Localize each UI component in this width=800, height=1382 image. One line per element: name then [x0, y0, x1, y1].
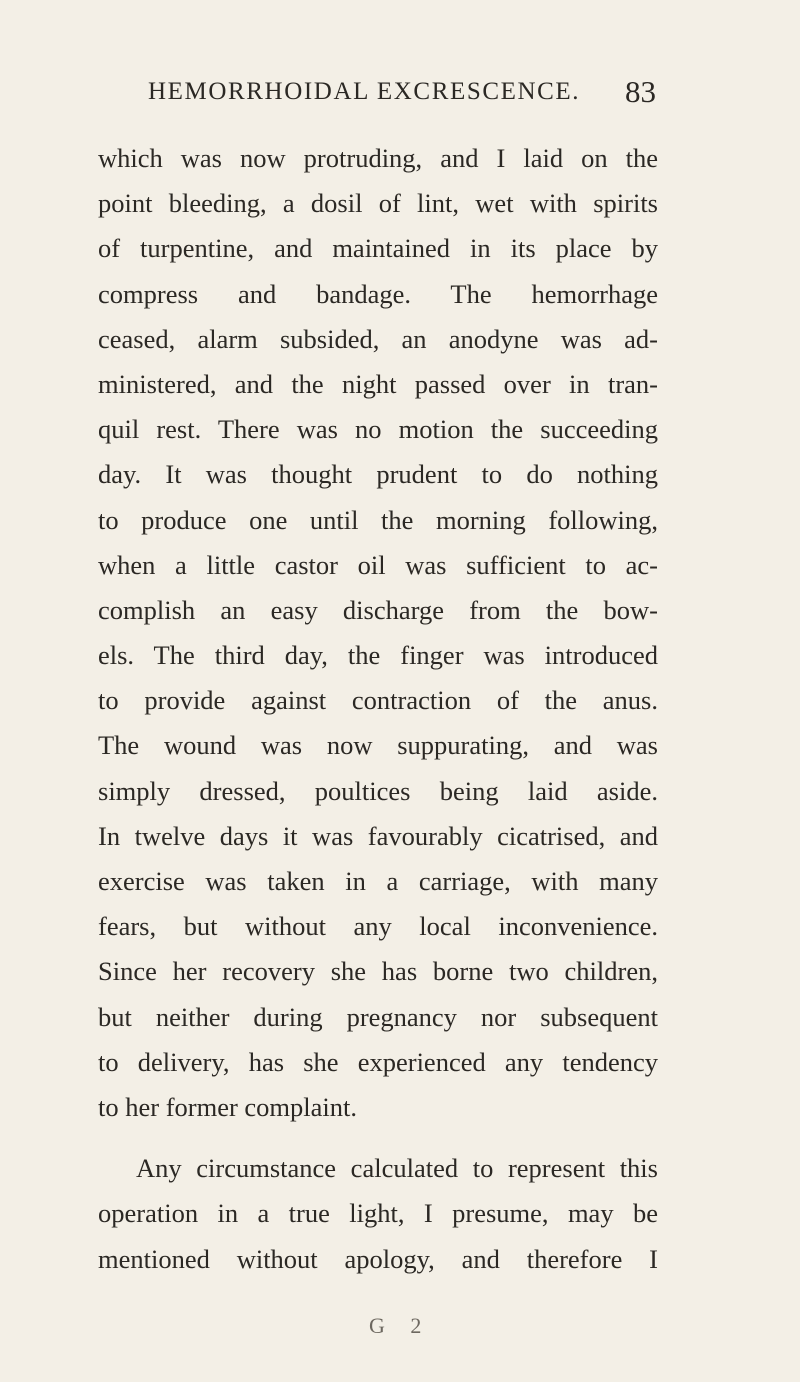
- text-line: quil rest. There was no motion the succeeding: [98, 414, 658, 445]
- text-line: to her former complaint.: [98, 1091, 358, 1122]
- text-line: complish an easy discharge from the bow-: [98, 594, 658, 625]
- running-head: [148, 74, 656, 118]
- text-line: In twelve days it was favourably cicatrised, and: [98, 820, 658, 851]
- text-line: but neither during pregnancy nor subsequent: [98, 1001, 658, 1032]
- text-line: when a little castor oil was sufficient to ac-: [98, 549, 658, 580]
- paragraph: [98, 136, 658, 1130]
- text-line: els. The third day, the finger was introduced: [98, 640, 658, 671]
- text-line: which was now protruding, and I laid on the: [98, 143, 658, 173]
- text-line: Any circumstance calculated to represent this: [136, 1153, 658, 1184]
- text-line: Since her recovery she has borne two children,: [98, 956, 658, 987]
- text-line: of turpentine, and maintained in its place by: [98, 233, 658, 264]
- text-line: ministered, and the night passed over in tran-: [98, 368, 658, 399]
- text-line: to produce one until the morning following,: [98, 504, 658, 535]
- page-number: 83: [625, 74, 656, 109]
- paragraph: [98, 1146, 658, 1282]
- body-text: [98, 136, 658, 1282]
- text-line: to delivery, has she experienced any tendency: [98, 1046, 658, 1077]
- text-line: point bleeding, a dosil of lint, wet with spirits: [98, 188, 658, 219]
- text-line: operation in a true light, I presume, may be: [98, 1198, 658, 1229]
- text-line: to provide against contraction of the anus.: [98, 685, 658, 716]
- text-line: The wound was now suppurating, and was: [98, 730, 658, 761]
- text-line: simply dressed, poultices being laid aside.: [98, 775, 658, 806]
- text-line: exercise was taken in a carriage, with many: [98, 866, 658, 896]
- signature-mark: G 2: [369, 1313, 432, 1338]
- text-line: fears, but without any local inconvenience.: [98, 911, 658, 942]
- text-line: day. It was thought prudent to do nothing: [98, 459, 658, 490]
- text-line: compress and bandage. The hemorrhage: [98, 278, 658, 309]
- paragraph-gap: [98, 1130, 658, 1146]
- text-line: mentioned without apology, and therefore I: [98, 1243, 658, 1274]
- running-title: HEMORRHOIDAL EXCRESCENCE.: [148, 78, 581, 105]
- text-line: ceased, alarm subsided, an anodyne was ad-: [98, 323, 658, 354]
